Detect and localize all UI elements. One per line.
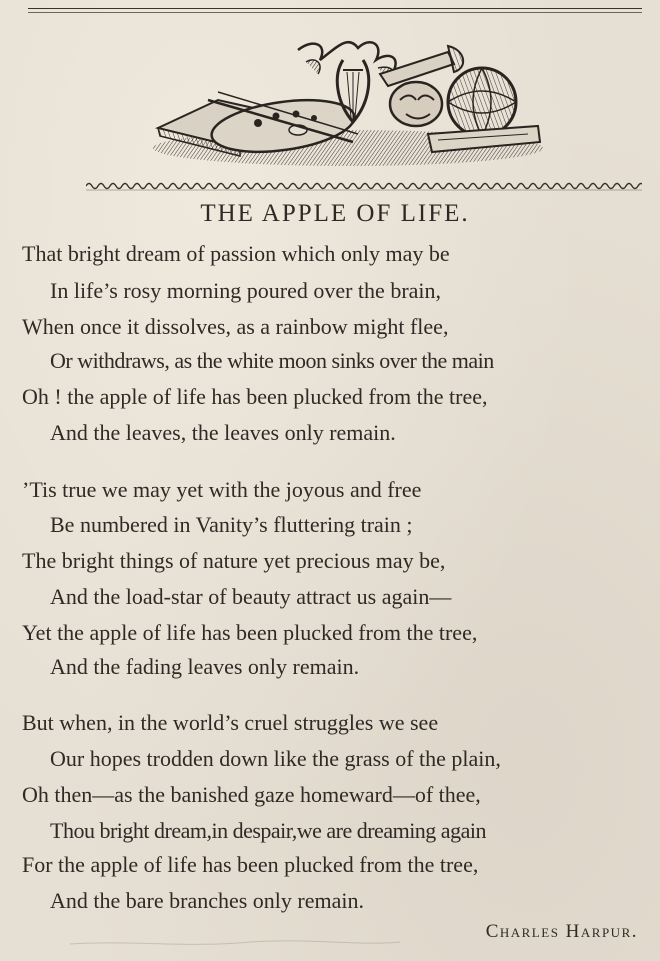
poem-author: Charles Harpur. — [485, 921, 638, 942]
poem-line: Oh then—as the banished gaze homeward—of thee, — [22, 782, 481, 807]
poem-line: ’Tis true we may yet with the joyous and free — [22, 477, 422, 502]
show-through-smudge — [70, 930, 400, 954]
poem-line: In life’s rosy morning poured over the brain, — [50, 278, 442, 303]
poem-line: But when, in the world’s cruel struggles we see — [22, 710, 439, 735]
poem-line: Our hopes trodden down like the grass of the plain, — [50, 746, 501, 771]
poem-line: For the apple of life has been plucked from the tree, — [22, 852, 479, 877]
poem-line: When once it dissolves, as a rainbow might flee, — [22, 314, 449, 339]
poem-line: And the leaves, the leaves only remain. — [50, 420, 396, 445]
poem-line: Be numbered in Vanity’s fluttering train ; — [50, 512, 413, 537]
poem-line: And the fading leaves only remain. — [50, 654, 360, 679]
poem-line: The bright things of nature yet precious may be, — [22, 548, 446, 573]
poem-line: And the bare branches only remain. — [50, 888, 364, 913]
poem-line: Yet the apple of life has been plucked from the tree, — [22, 620, 478, 645]
poem-line: And the load-star of beauty attract us again— — [50, 584, 452, 609]
poem-line: Oh ! the apple of life has been plucked from the tree, — [22, 384, 488, 409]
poem-line: Thou bright dream,in despair,we are dreaming again — [50, 818, 486, 843]
poem-line: That bright dream of passion which only may be — [22, 241, 450, 266]
poem-title: THE APPLE OF LIFE. — [200, 200, 470, 227]
poem-line: Or withdraws, as the white moon sinks over the main — [50, 348, 494, 373]
